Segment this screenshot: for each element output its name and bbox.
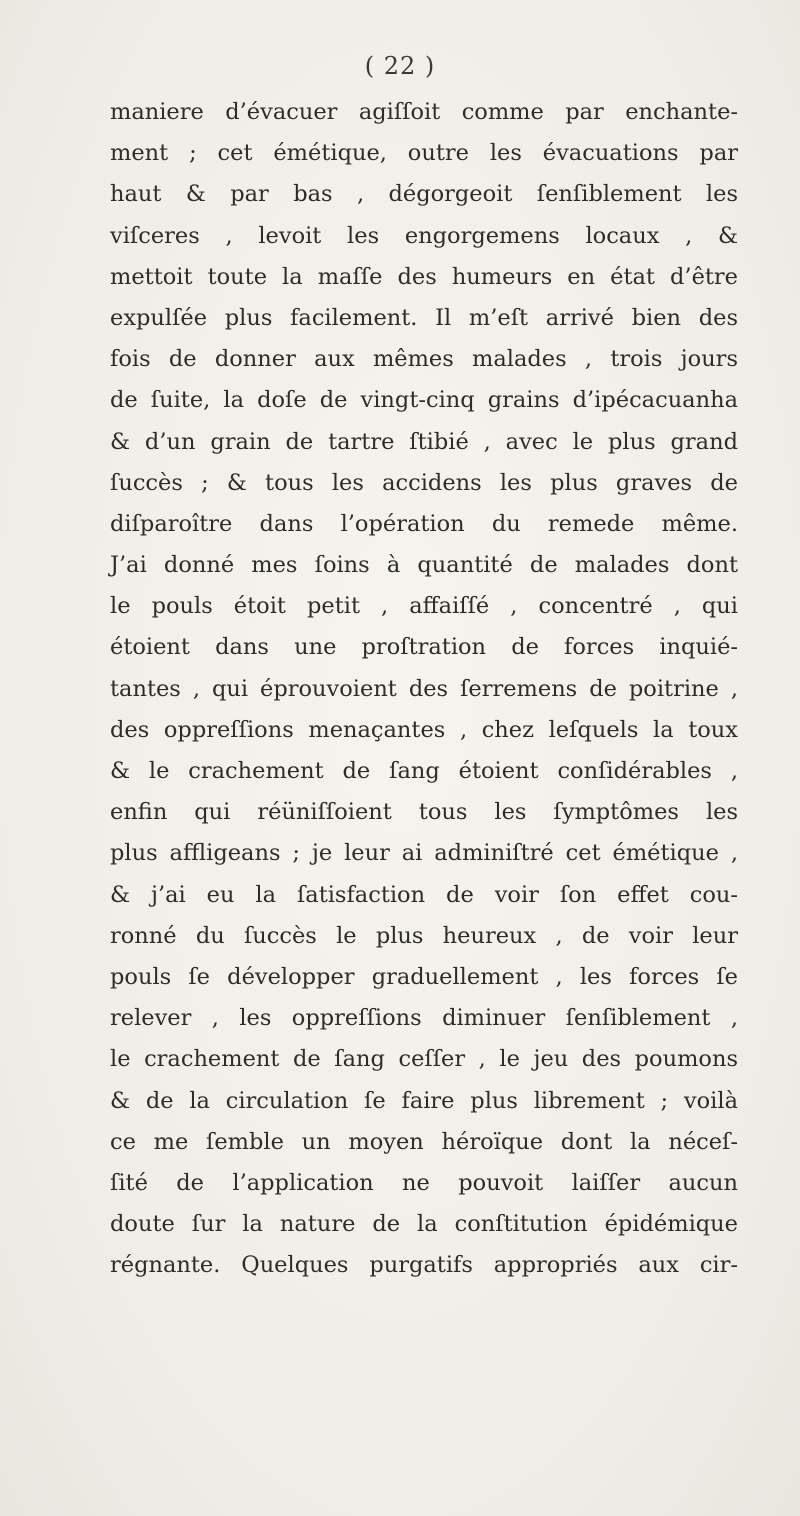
text-line: expulſée plus facilement. Il m’eſt arrivé bien des bbox=[110, 304, 738, 331]
text-line: ſité de l’application ne pouvoit laiſſer aucun bbox=[110, 1169, 738, 1196]
text-line: ment ; cet émétique, outre les évacuations par bbox=[110, 140, 738, 167]
text-line: tantes , qui éprouvoient des ſerremens de poitrine , bbox=[110, 675, 738, 702]
text-line: J’ai donné mes ſoins à quantité de malades dont bbox=[110, 552, 738, 579]
text-line: & j’ai eu la ſatisfaction de voir ſon effet cou- bbox=[110, 881, 738, 908]
text-line: des oppreſſions menaçantes , chez leſquels la toux bbox=[110, 716, 738, 743]
text-line: ronné du ſuccès le plus heureux , de voir leur bbox=[110, 922, 738, 949]
text-line: relever , les oppreſſions diminuer ſenſiblement , bbox=[110, 1005, 738, 1032]
text-line: ce me ſemble un moyen héroïque dont la néceſ- bbox=[110, 1128, 738, 1155]
text-line: plus affligeans ; je leur ai adminiſtré cet émétique , bbox=[110, 840, 738, 867]
text-line: & d’un grain de tartre ſtibié , avec le plus grand bbox=[110, 428, 738, 455]
text-line: le pouls étoit petit , affaiſſé , concentré , qui bbox=[110, 593, 738, 620]
text-line: doute ſur la nature de la conſtitution épidémique bbox=[110, 1211, 738, 1238]
text-line: enfin qui réüniſſoient tous les ſymptômes les bbox=[110, 799, 738, 826]
text-line: de ſuite, la doſe de vingt-cinq grains d’ipécacuanha bbox=[110, 387, 738, 414]
text-line: pouls ſe développer graduellement , les forces ſe bbox=[110, 963, 738, 990]
text-line: maniere d’évacuer agiſſoit comme par enchante- bbox=[110, 99, 738, 125]
text-line: diſparoître dans l’opération du remede même. bbox=[110, 510, 738, 537]
text-line: fois de donner aux mêmes malades , trois jours bbox=[110, 346, 738, 373]
text-line: mettoit toute la maſſe des humeurs en état d’être bbox=[110, 263, 738, 290]
text-line: le crachement de ſang ceſſer , le jeu des poumons bbox=[110, 1046, 738, 1073]
text-line: & de la circulation ſe faire plus librement ; voilà bbox=[110, 1087, 738, 1114]
body-text bbox=[110, 92, 738, 1286]
text-line: & le crachement de ſang étoient conſidérables , bbox=[110, 758, 738, 784]
text-line: ſuccès ; & tous les accidens les plus graves de bbox=[110, 469, 738, 496]
text-line: étoient dans une proſtration de forces inquié- bbox=[110, 634, 738, 661]
text-line: régnante. Quelques purgatifs appropriés aux cir- bbox=[110, 1252, 738, 1279]
text-line: haut & par bas , dégorgeoit ſenſiblement les bbox=[110, 181, 738, 208]
page-number: ( 22 ) bbox=[364, 52, 436, 80]
text-line: viſceres , levoit les engorgemens locaux , & bbox=[110, 222, 738, 249]
